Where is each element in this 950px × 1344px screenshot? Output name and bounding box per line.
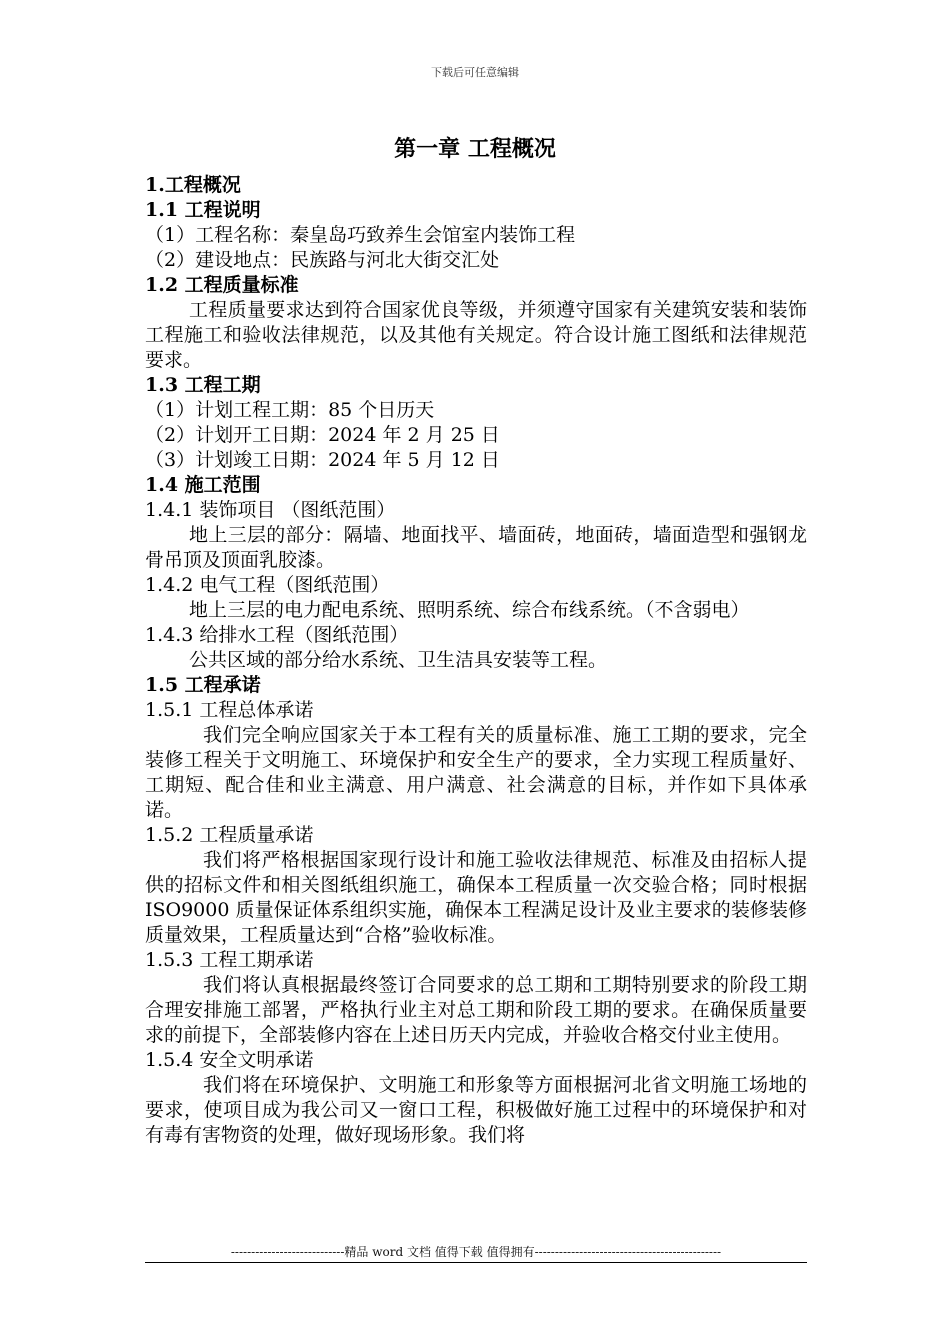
overall-commitment-paragraph: 我们完全响应国家关于本工程有关的质量标准、施工工期的要求，完全装修工程关于文明施工、环境保护和安全生产的要求，全力实现工程质量好、工期短、配合佳和业主满意、用户满意、社会满意的目标，并作如下具体承诺。 [145, 724, 807, 821]
heading-1-5: 1.5 工程承诺 [145, 674, 261, 696]
start-date-line: （2）计划开工日期：2024 年 2 月 25 日 [145, 424, 500, 446]
subheading-1-4-1: 1.4.1 装饰项目 （图纸范围） [145, 499, 396, 521]
header-note: 下载后可任意编辑 [431, 66, 519, 79]
heading-1-1: 1.1 工程说明 [145, 199, 261, 221]
project-location-line: （2）建设地点：民族路与河北大街交汇处 [145, 249, 500, 271]
decoration-scope-paragraph: 地上三层的部分：隔墙、地面找平、墙面砖，地面砖，墙面造型和强钢龙骨吊顶及顶面乳胶漆。 [145, 524, 807, 571]
quality-commitment-paragraph: 我们将严格根据国家现行设计和施工验收法律规范、标准及由招标人提供的招标文件和相关图纸组织施工，确保本工程质量一次交验合格；同时根据 ISO9000 质量保证体系组织实施，确保本工程满足设计及业主要求的装修装修质量效果，工程质量达到“合格”验收标准。 [145, 849, 807, 946]
safety-commitment-paragraph: 我们将在环境保护、文明施工和形象等方面根据河北省文明施工场地的要求，使项目成为我公司又一窗口工程，积极做好施工过程中的环境保护和对有毒有害物资的处理，做好现场形象。我们将 [145, 1074, 807, 1146]
subheading-1-4-2: 1.4.2 电气工程（图纸范围） [145, 574, 390, 596]
duration-line: （1）计划工程工期：85 个日历天 [145, 399, 435, 421]
heading-1-3: 1.3 工程工期 [145, 374, 261, 396]
chapter-title: 第一章 工程概况 [394, 136, 556, 162]
page-footer [145, 1244, 807, 1263]
heading-1-4: 1.4 施工范围 [145, 474, 261, 496]
electrical-scope-paragraph: 地上三层的电力配电系统、照明系统、综合布线系统。（不含弱电） [189, 599, 750, 621]
project-name-line: （1）工程名称：秦皇岛巧致养生会馆室内装饰工程 [145, 224, 576, 246]
plumbing-scope-paragraph: 公共区域的部分给水系统、卫生洁具安装等工程。 [189, 649, 608, 671]
subheading-1-5-2: 1.5.2 工程质量承诺 [145, 824, 314, 846]
footer-text: ----------------------------精品 word 文档 值得下载 值得拥有---------------------------------------------- [230, 1245, 722, 1259]
subheading-1-5-3: 1.5.3 工程工期承诺 [145, 949, 314, 971]
document-body [145, 173, 807, 1148]
subheading-1-4-3: 1.4.3 给排水工程（图纸范围） [145, 624, 409, 646]
schedule-commitment-paragraph: 我们将认真根据最终签订合同要求的总工期和工期特别要求的阶段工期合理安排施工部署，严格执行业主对总工期和阶段工期的要求。在确保质量要求的前提下，全部装修内容在上述日历天内完成，并验收合格交付业主使用。 [145, 974, 807, 1046]
quality-standard-paragraph: 工程质量要求达到符合国家优良等级，并须遵守国家有关建筑安装和装饰工程施工和验收法律规范，以及其他有关规定。符合设计施工图纸和法律规范要求。 [145, 299, 807, 371]
finish-date-line: （3）计划竣工日期：2024 年 5 月 12 日 [145, 449, 500, 471]
subheading-1-5-1: 1.5.1 工程总体承诺 [145, 699, 314, 721]
heading-1-2: 1.2 工程质量标准 [145, 274, 299, 296]
heading-1: 1.工程概况 [145, 174, 241, 196]
subheading-1-5-4: 1.5.4 安全文明承诺 [145, 1049, 314, 1071]
